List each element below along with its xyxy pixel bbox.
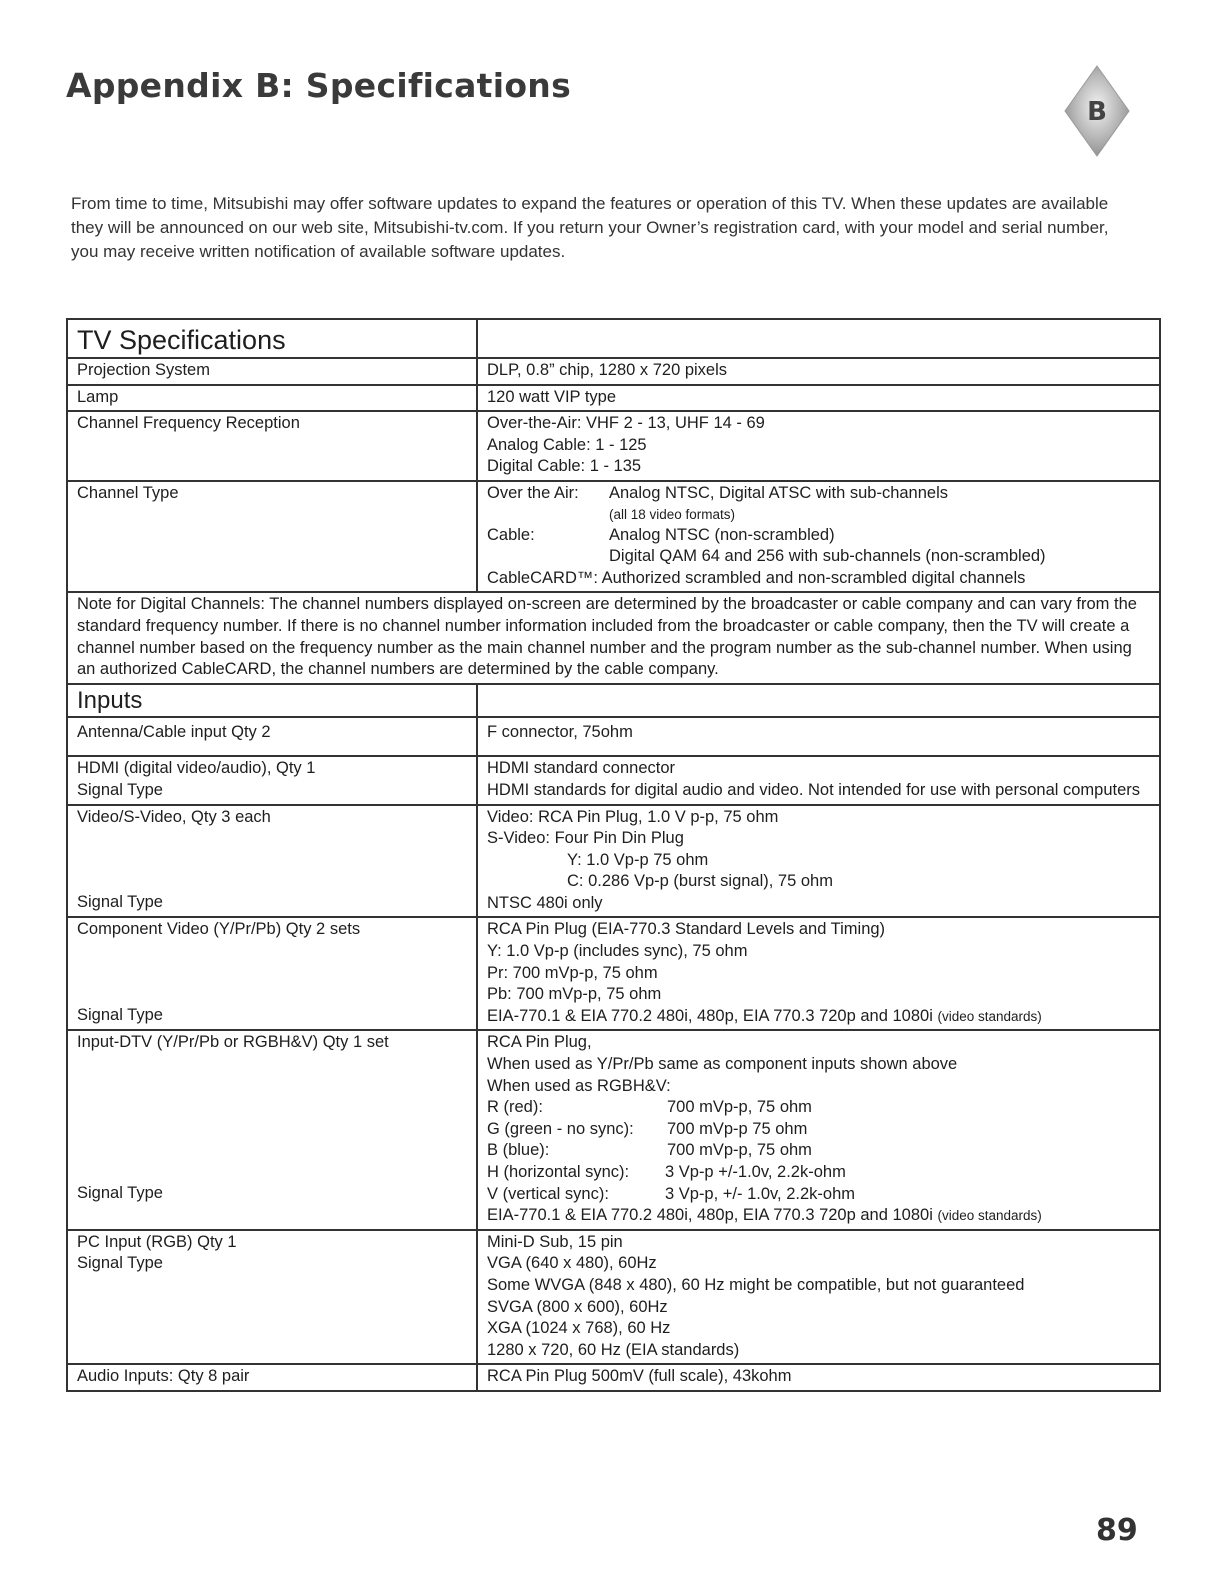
spec-label: Audio Inputs: Qty 8 pair bbox=[67, 1364, 477, 1391]
spec-label: Component Video (Y/Pr/Pb) Qty 2 sets Signal Type bbox=[67, 917, 477, 1030]
spec-value: RCA Pin Plug, When used as Y/Pr/Pb same as component inputs shown above When used as RGBH&V: R (red): 700 mVp-p, 75 ohm G (green - no sync): 700 mVp-p 75 ohm B (blue): 700 mVp-p, 75 ohm H (horizontal sync): 3 Vp-p +/-1.0v, 2.2k-ohm V (vertical sync): 3 Vp-p, +/- 1.0v, 2.2k-ohm EIA-770.1 & EIA 770.2 480i, 480p, EIA 770.3 720p and 1080i (video standards) bbox=[477, 1030, 1160, 1229]
appendix-b-diamond-icon bbox=[1063, 64, 1131, 158]
spec-line: Over-the-Air: VHF 2 - 13, UHF 14 - 69 bbox=[487, 414, 765, 433]
specifications-table bbox=[66, 318, 1161, 1392]
section-heading-inputs: Inputs bbox=[67, 684, 477, 717]
table-row bbox=[67, 385, 1160, 412]
spec-label: Projection System bbox=[67, 358, 477, 385]
spec-label: Input-DTV (Y/Pr/Pb or RGBH&V) Qty 1 set Signal Type bbox=[67, 1030, 477, 1229]
spec-line: Analog Cable: 1 - 125 bbox=[487, 435, 647, 454]
spec-line: Digital Cable: 1 - 135 bbox=[487, 457, 642, 476]
spec-value: Video: RCA Pin Plug, 1.0 V p-p, 75 ohm S-Video: Four Pin Din Plug Y: 1.0 Vp-p 75 ohm C: 0.286 Vp-p (burst signal), 75 ohm NTSC 480i only bbox=[477, 805, 1160, 918]
spec-label: Video/S-Video, Qty 3 each Signal Type bbox=[67, 805, 477, 918]
spec-value bbox=[477, 481, 1160, 592]
spec-value: F connector, 75ohm bbox=[477, 717, 1160, 757]
table-row bbox=[67, 1230, 1160, 1365]
table-row bbox=[67, 917, 1160, 1030]
spec-value: RCA Pin Plug 500mV (full scale), 43kohm bbox=[477, 1364, 1160, 1391]
table-row bbox=[67, 756, 1160, 804]
section-heading-tv-specifications: TV Specifications bbox=[67, 319, 477, 358]
spec-label: Channel Type bbox=[67, 481, 477, 592]
spec-label: Antenna/Cable input Qty 2 bbox=[67, 717, 477, 757]
spec-value bbox=[477, 411, 1160, 481]
table-row bbox=[67, 1364, 1160, 1391]
table-row bbox=[67, 319, 1160, 358]
table-row bbox=[67, 411, 1160, 481]
spec-value: RCA Pin Plug (EIA-770.3 Standard Levels and Timing) Y: 1.0 Vp-p (includes sync), 75 ohm Pr: 700 mVp-p, 75 ohm Pb: 700 mVp-p, 75 ohm EIA-770.1 & EIA 770.2 480i, 480p, EIA 770.3 720p and 1080i (video standards) bbox=[477, 917, 1160, 1030]
spec-value: 120 watt VIP type bbox=[477, 385, 1160, 412]
spec-label: Lamp bbox=[67, 385, 477, 412]
intro-paragraph: From time to time, Mitsubishi may offer software updates to expand the features or operation of this TV. When these updates are available they will be announced on our web site, Mitsubishi-tv.com. If you return your Owner’s registration card, with your model and serial number, you may receive written notification of available software updates. bbox=[71, 194, 1109, 261]
table-row bbox=[67, 481, 1160, 592]
ota-value: Analog NTSC, Digital ATSC with sub-channels bbox=[609, 483, 949, 502]
page-number: 89 bbox=[1096, 1513, 1138, 1548]
spec-label: Channel Frequency Reception bbox=[67, 411, 477, 481]
table-row bbox=[67, 358, 1160, 385]
spec-value: HDMI standard connector HDMI standards for digital audio and video. Not intended for use with personal computers bbox=[477, 756, 1160, 804]
table-row bbox=[67, 592, 1160, 683]
cable-label: Cable: bbox=[487, 525, 535, 544]
table-row bbox=[67, 1030, 1160, 1229]
ota-label: Over the Air: bbox=[487, 483, 579, 502]
digital-channels-note: Note for Digital Channels: The channel numbers displayed on-screen are determined by the broadcaster or cable company and can vary from the standard frequency number. If there is no channel number information included from the broadcaster or cable company, then the TV will create a channel number based on the frequency number as the main channel number and the program number as the sub-channel number. When using an authorized CableCARD, the channel numbers are determined by the cable company. bbox=[67, 592, 1160, 683]
table-row bbox=[67, 805, 1160, 918]
cablecard-line: CableCARD™: Authorized scrambled and non-scrambled digital channels bbox=[487, 568, 1026, 587]
cable-value: Digital QAM 64 and 256 with sub-channels (non-scrambled) bbox=[609, 547, 1046, 566]
spec-label: PC Input (RGB) Qty 1 Signal Type bbox=[67, 1230, 477, 1365]
spec-value: Mini-D Sub, 15 pin VGA (640 x 480), 60Hz Some WVGA (848 x 480), 60 Hz might be compatible, but not guaranteed SVGA (800 x 600), 60Hz XGA (1024 x 768), 60 Hz 1280 x 720, 60 Hz (EIA standards) bbox=[477, 1230, 1160, 1365]
table-row bbox=[67, 684, 1160, 717]
badge-letter: B bbox=[1087, 97, 1107, 127]
cable-value: Analog NTSC (non-scrambled) bbox=[609, 525, 835, 544]
table-row bbox=[67, 717, 1160, 757]
spec-value: DLP, 0.8” chip, 1280 x 720 pixels bbox=[477, 358, 1160, 385]
spec-label: HDMI (digital video/audio), Qty 1 Signal Type bbox=[67, 756, 477, 804]
page-title: Appendix B: Specifications bbox=[66, 66, 572, 105]
ota-note: (all 18 video formats) bbox=[609, 506, 736, 522]
